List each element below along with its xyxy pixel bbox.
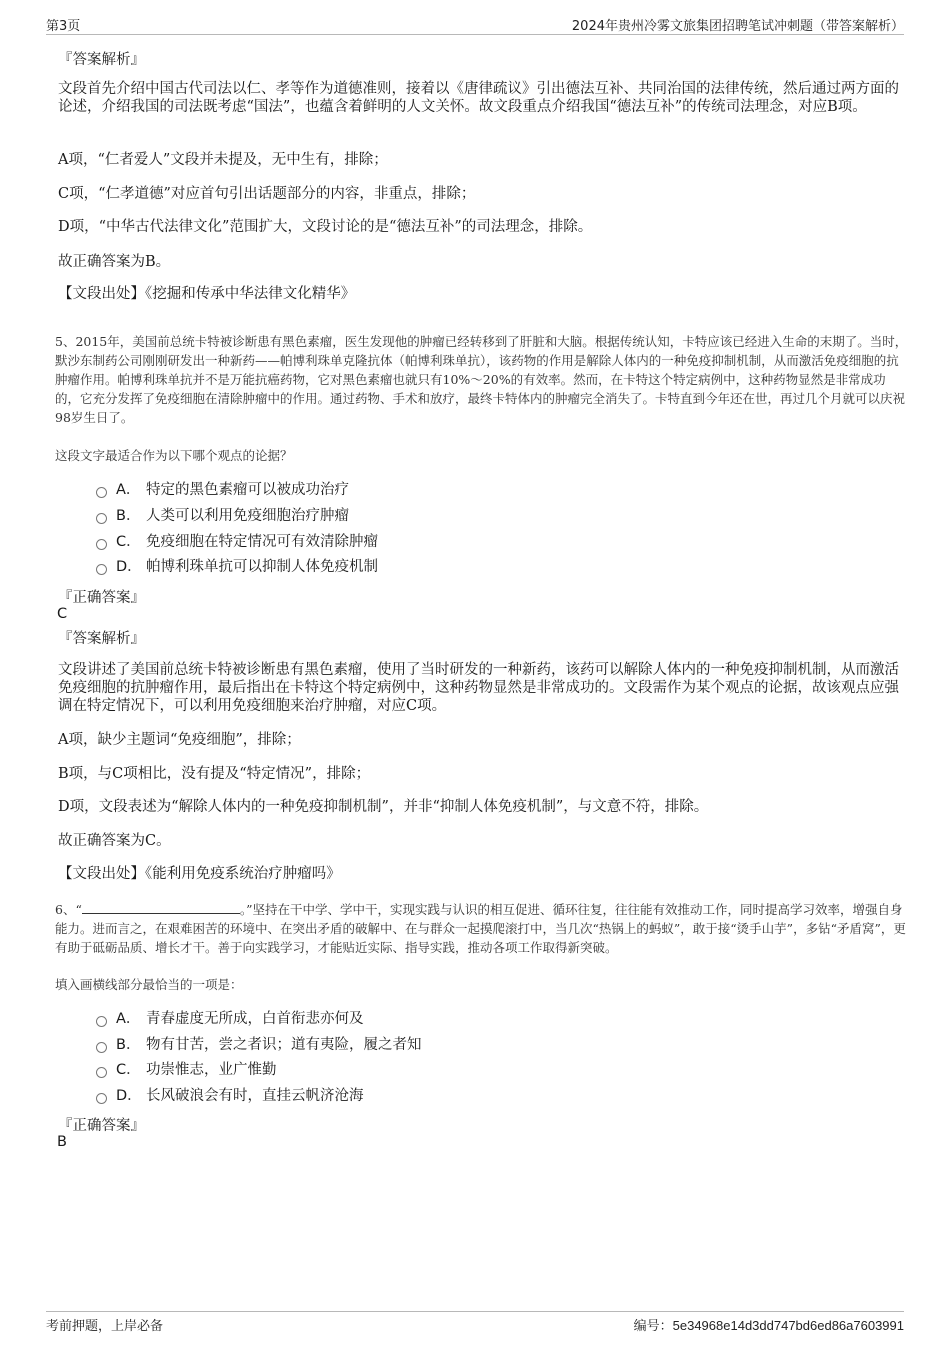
analysis-option-d: D项，文段表述为“解除人体内的一种免疫抑制机制”，并非“抑制人体免疫机制”，与文意不符，排除。: [58, 799, 709, 815]
answer-tag: 『正确答案』: [58, 590, 145, 606]
analysis-option-a: A项，缺少主题词“免疫细胞”，排除；: [58, 732, 301, 748]
answer-tag: 『正确答案』: [58, 1118, 145, 1134]
page-number: 第3页: [46, 19, 81, 34]
radio-icon[interactable]: [96, 487, 107, 498]
option-c[interactable]: [96, 1060, 277, 1080]
document-title: 2024年贵州冷雾文旅集团招聘笔试冲刺题（带答案解析）: [571, 19, 904, 34]
radio-icon[interactable]: [96, 513, 107, 524]
analysis-option-c: C项，“仁孝道德”对应首句引出话题部分的内容，非重点，排除；: [58, 186, 476, 202]
option-a[interactable]: [96, 1009, 364, 1029]
option-letter: D．: [116, 559, 142, 575]
radio-icon[interactable]: [96, 1016, 107, 1027]
code-label: 编号：: [633, 1319, 673, 1334]
option-text: 帕博利珠单抗可以抑制人体免疫机制: [146, 559, 378, 575]
question-5-prompt: 这段文字最适合作为以下哪个观点的论据？: [55, 448, 293, 463]
document-code: [634, 1315, 904, 1334]
radio-icon[interactable]: [96, 1093, 107, 1104]
option-a[interactable]: [96, 480, 349, 500]
option-letter: B．: [116, 1037, 141, 1053]
correct-answer: C: [57, 606, 68, 622]
analysis-option-d: D项，“中华古代法律文化”范围扩大，文段讨论的是“德法互补”的司法理念，排除。: [58, 219, 593, 235]
option-text: 免疫细胞在特定情况可有效清除肿瘤: [146, 534, 378, 550]
option-b[interactable]: [96, 1035, 422, 1055]
option-text: 功崇惟志，业广惟勤: [146, 1062, 277, 1078]
radio-icon[interactable]: [96, 539, 107, 550]
analysis-tag: 『答案解析』: [58, 52, 145, 68]
footer-slogan: 考前押题，上岸必备: [46, 1319, 164, 1334]
option-d[interactable]: [96, 1086, 364, 1106]
radio-icon[interactable]: [96, 564, 107, 575]
option-letter: A．: [116, 482, 141, 498]
option-text: 物有甘苦，尝之者识；道有夷险，履之者知: [146, 1037, 422, 1053]
analysis-option-b: B项，与C项相比，没有提及“特定情况”，排除；: [58, 766, 371, 782]
question-6-text: [55, 900, 908, 957]
page-footer: [46, 1311, 904, 1334]
option-letter: C．: [116, 1062, 141, 1078]
conclusion: 故正确答案为C。: [58, 833, 171, 849]
option-text: 人类可以利用免疫细胞治疗肿瘤: [146, 508, 349, 524]
option-letter: B．: [116, 508, 141, 524]
analysis-text: 文段讲述了美国前总统卡特被诊断患有黑色素瘤，使用了当时研发的一种新药，该药可以解除人体内的一种免疫抑制机制，从而激活免疫细胞的抗肿瘤作用，最后指出在卡特这个特定病例中，这种药物显然是非常成功的。文段需作为某个观点的论据，故该观点应强调在特定情况下，可以利用免疫细胞来治疗肿瘤，对应C项。: [58, 662, 899, 714]
option-d[interactable]: [96, 557, 378, 577]
option-text: 长风破浪会有时，直挂云帆济沧海: [146, 1088, 364, 1104]
analysis-text: 文段首先介绍中国古代司法以仁、孝等作为道德准则，接着以《唐律疏议》引出德法互补、共同治国的法律传统，然后通过两方面的论述，介绍我国的司法既考虑“国法”，也蕴含着鲜明的人文关怀。故文段重点介绍我国“德法互补”的传统司法理念，对应B项。: [58, 81, 899, 115]
option-text: 特定的黑色素瘤可以被成功治疗: [146, 482, 349, 498]
question-6-body: 。”坚持在干中学、学中干，实现实践与认识的相互促进、循环往复，往往能有效推动工作，同时提高学习效率，增强自身能力。进而言之，在艰难困苦的环境中、在突出矛盾的破解中、在与群众一起摸爬滚打中，当几次“热锅上的蚂蚁”，敢于接“烫手山芋”，多钻“矛盾窝”，更有助于砥砺品质、增长才干。善于向实践学习，才能贴近实际、指导实践，推动各项工作取得新突破。: [55, 902, 906, 955]
source: 【文段出处】《能利用免疫系统治疗肿瘤吗》: [58, 866, 341, 882]
question-6-prompt: 填入画横线部分最恰当的一项是：: [55, 977, 243, 992]
option-letter: D．: [116, 1088, 142, 1104]
analysis-tag: 『答案解析』: [58, 631, 145, 647]
radio-icon[interactable]: [96, 1067, 107, 1078]
source: 【文段出处】《挖掘和传承中华法律文化精华》: [58, 286, 356, 302]
option-text: 青春虚度无所成，白首衔悲亦何及: [146, 1011, 364, 1027]
question-6-lead: 6、“: [55, 902, 82, 917]
option-letter: A．: [116, 1011, 141, 1027]
fill-blank: [82, 901, 240, 914]
question-5-text: 5、2015年，美国前总统卡特被诊断患有黑色素瘤，医生发现他的肿瘤已经转移到了肝脏和大脑。根据传统认知，卡特应该已经进入生命的末期了。当时，默沙东制药公司刚刚研发出一种新药——帕博利珠单克隆抗体（帕博利珠单抗），该药物的作用是解除人体内的一种免疫抑制机制，从而激活免疫细胞的抗肿瘤作用。帕博利珠单抗并不是万能抗癌药物，它对黑色素瘤也就只有10%～20%的有效率。然而，在卡特这个特定病例中，这种药物显然是非常成功的，它充分发挥了免疫细胞在清除肿瘤中的作用。通过药物、手术和放疗，最终卡特体内的肿瘤完全消失了。卡特直到今年还在世，再过几个月就可以庆祝98岁生日了。: [55, 334, 908, 425]
conclusion: 故正确答案为B。: [58, 254, 171, 270]
option-c[interactable]: [96, 532, 378, 552]
option-b[interactable]: [96, 506, 349, 526]
option-letter: C．: [116, 534, 141, 550]
radio-icon[interactable]: [96, 1042, 107, 1053]
analysis-option-a: A项，“仁者爱人”文段并未提及，无中生有，排除；: [58, 152, 388, 168]
correct-answer: B: [57, 1134, 67, 1150]
page-header: [46, 14, 904, 35]
code-value: 5e34968e14d3dd747bd6ed86a7603991: [672, 1318, 904, 1333]
